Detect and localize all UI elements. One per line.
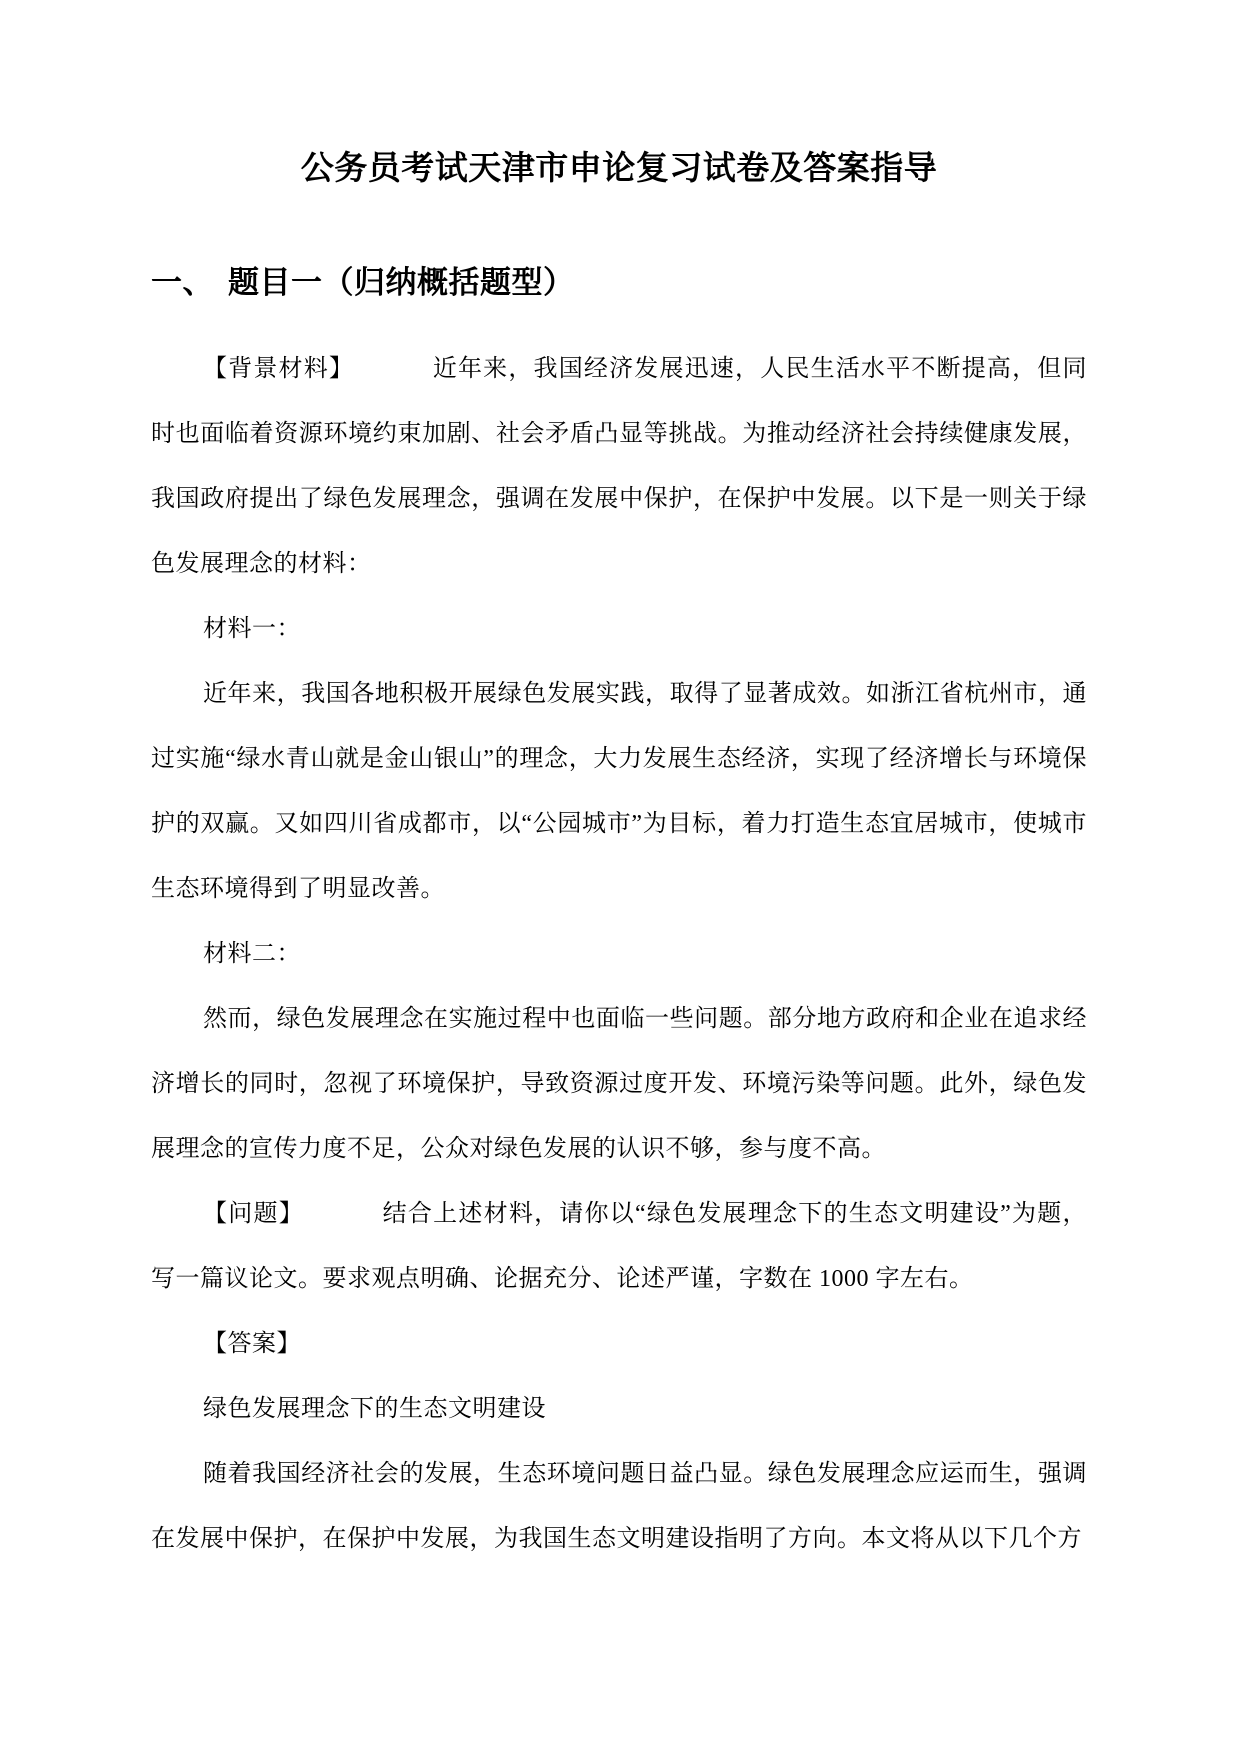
paragraph-answer-label: [151, 1312, 1087, 1377]
paragraph-text: 结合上述材料，请你以“绿色发展理念下的生态文明建设”为题，写一篇议论文。要求观点明确、论据充分、论述严谨，字数在 1000 字左右。: [151, 1201, 1087, 1292]
material-1-body: 近年来，我国各地积极开展绿色发展实践，取得了显著成效。如浙江省杭州市，通过实施“绿水青山就是金山银山”的理念，大力发展生态经济，实现了经济增长与环境保护的双赢。又如四川省成都市，以“公园城市”为目标，着力打造生态宜居城市，使城市生态环境得到了明显改善。: [151, 681, 1087, 902]
paragraph-question: [151, 1182, 1087, 1312]
section-number: 一、: [151, 265, 214, 300]
document-body: [151, 337, 1087, 1572]
section-title: 题目一（归纳概括题型）: [228, 265, 575, 300]
essay-intro: 随着我国经济社会的发展，生态环境问题日益凸显。绿色发展理念应运而生，强调在发展中保护，在保护中发展，为我国生态文明建设指明了方向。本文将从以下几个方: [151, 1461, 1087, 1552]
paragraph-background-material: [151, 337, 1087, 597]
label-background-material: 【背景材料】: [203, 356, 355, 382]
material-1-heading: 材料一：: [203, 616, 301, 642]
document-title: 公务员考试天津市申论复习试卷及答案指导: [300, 151, 938, 187]
label-answer: 【答案】: [203, 1331, 301, 1357]
material-2-heading: 材料二：: [203, 941, 301, 967]
paragraph-text: 近年来，我国经济发展迅速，人民生活水平不断提高，但同时也面临着资源环境约束加剧、社会矛盾凸显等挑战。为推动经济社会持续健康发展，我国政府提出了绿色发展理念，强调在发展中保护，在保护中发展。以下是一则关于绿色发展理念的材料：: [151, 356, 1087, 577]
essay-title: 绿色发展理念下的生态文明建设: [203, 1396, 546, 1422]
label-question: 【问题】: [203, 1201, 304, 1227]
material-2-body: 然而，绿色发展理念在实施过程中也面临一些问题。部分地方政府和企业在追求经济增长的同时，忽视了环境保护，导致资源过度开发、环境污染等问题。此外，绿色发展理念的宣传力度不足，公众对绿色发展的认识不够，参与度不高。: [151, 1006, 1087, 1162]
section-heading: [151, 262, 1087, 304]
document-content: [151, 0, 1087, 1572]
